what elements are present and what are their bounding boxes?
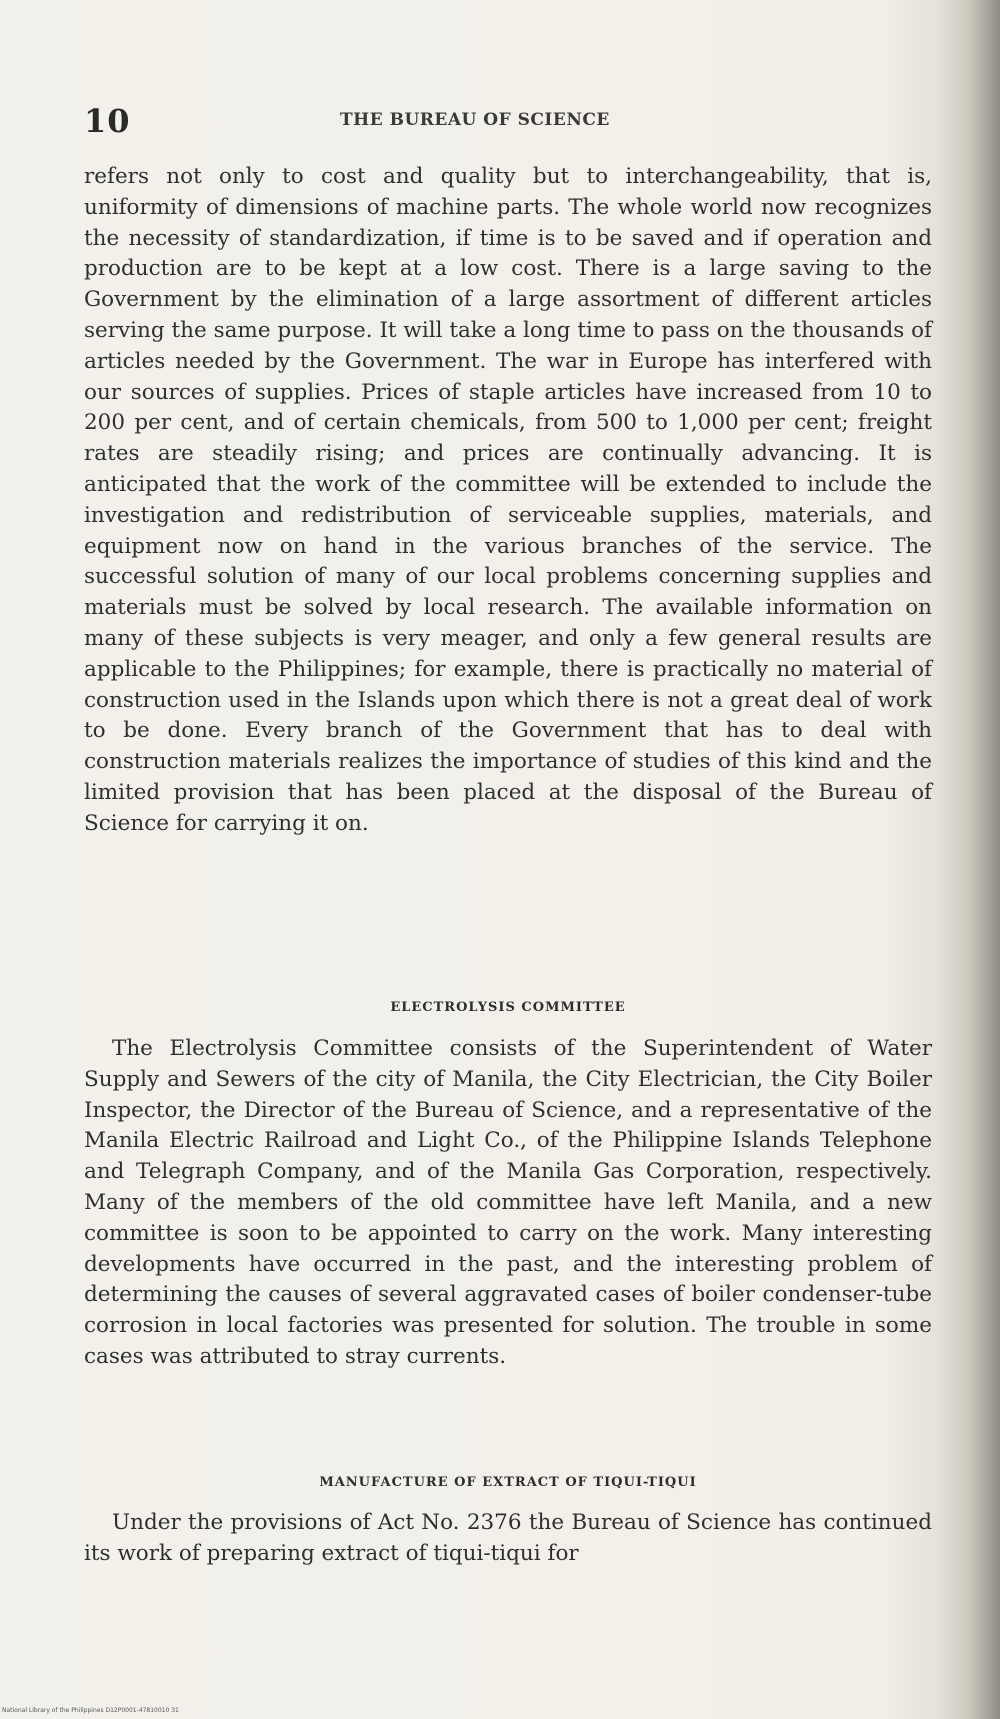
body-paragraph-electrolysis: The Electrolysis Committee consists of the Superintendent of Water Supply and Sewers of the city of Manila, the City Electrician, the City Boiler Inspector, the Director of the Bureau of Science, and a representative of the Manila Electric Railroad and Light Co., of the Philippine Islands Telephone and Telegraph Company, and of the Manila Gas Corporation, respectively. Many of the members of the old committee have left Manila, and a new committee is soon to be appointed to carry on the work. Many interesting developments have occurred in the past, and the interesting problem of determining the causes of several aggravated cases of boiler condenser-tube corrosion in local factories was presented for solution. The trouble in some cases was attributed to stray currents.	[84, 1036, 932, 1369]
running-head: THE BUREAU OF SCIENCE	[340, 110, 610, 130]
scan-credit-footer: National Library of the Philippines D12P0001-47810010 31	[2, 1707, 179, 1714]
page-number: 10	[84, 102, 131, 140]
section-heading-tiqui-tiqui: MANUFACTURE OF EXTRACT OF TIQUI-TIQUI	[319, 1475, 697, 1490]
body-paragraph-tiqui-tiqui: Under the provisions of Act No. 2376 the Bureau of Science has continued its work of preparing extract of tiqui-tiqui for	[84, 1510, 932, 1566]
section-heading-electrolysis: ELECTROLYSIS COMMITTEE	[390, 1000, 626, 1015]
body-paragraph-standardization: refers not only to cost and quality but to interchangeability, that is, uniformity of dimensions of machine parts. The whole world now recognizes the necessity of standardization, if time is to be saved and if operation and production are to be kept at a low cost. There is a large saving to the Government by the elimination of a large assortment of different articles serving the same purpose. It will take a long time to pass on the thousands of articles needed by the Government. The war in Europe has interfered with our sources of supplies. Prices of staple articles have increased from 10 to 200 per cent, and of certain chemicals, from 500 to 1,000 per cent; freight rates are steadily rising; and prices are continually advancing. It is anticipated that the work of the committee will be extended to include the investigation and redistribution of serviceable supplies, materials, and equipment now on hand in the various branches of the service. The successful solution of many of our local problems concerning supplies and materials must be solved by local research. The available information on many of these subjects is very meager, and only a few general results are applicable to the Philippines; for example, there is practically no material of construction used in the Islands upon which there is not a great deal of work to be done. Every branch of the Government that has to deal with construction materials realizes the importance of studies of this kind and the limited provision that has been placed at the disposal of the Bureau of Science for carrying it on.	[84, 164, 932, 836]
